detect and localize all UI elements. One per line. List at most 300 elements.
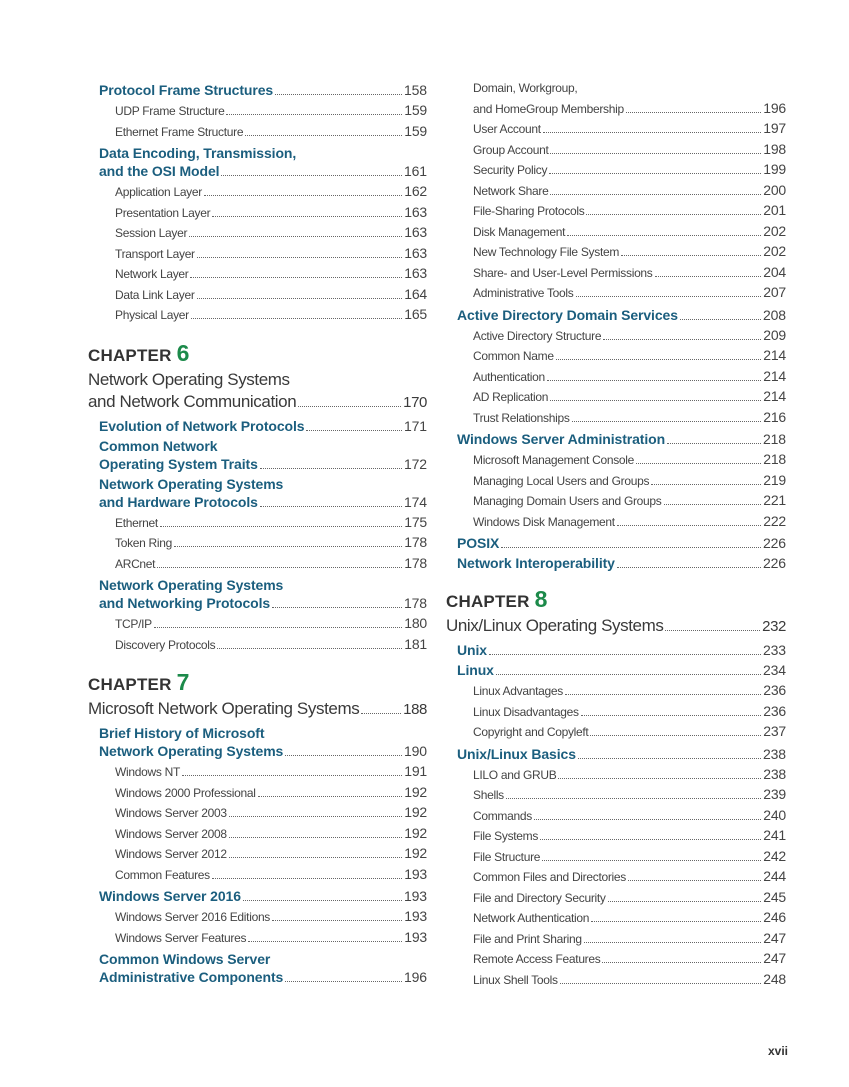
toc-heading[interactable] [88, 724, 427, 760]
dot-leader [651, 484, 761, 485]
dot-leader [212, 216, 402, 217]
entry-title: Windows Server 2008 [115, 826, 227, 841]
page-number-ref: 218 [762, 431, 786, 447]
toc-subentry[interactable] [88, 513, 427, 534]
dot-leader [306, 430, 401, 431]
page-number-ref: 209 [763, 326, 786, 343]
entry-title: LILO and GRUB [473, 767, 557, 782]
toc-subentry[interactable] [88, 762, 427, 783]
page-number-ref: 178 [404, 554, 427, 571]
page-number-ref: 221 [763, 492, 786, 508]
entry-title: Active Directory Domain Services [457, 306, 678, 323]
toc-subentry[interactable] [88, 285, 427, 306]
entry-title: Windows Server Administration [457, 431, 666, 447]
page-number-ref: 245 [763, 888, 786, 905]
dot-leader [204, 195, 402, 196]
entry-title: File and Directory Security [473, 890, 606, 905]
entry-title: Network Operating Systems [99, 577, 284, 593]
chapter-title[interactable] [446, 615, 786, 638]
dot-leader [160, 526, 402, 527]
chapter-number: 8 [534, 586, 548, 612]
dot-leader [212, 878, 402, 879]
chapter-word: CHAPTER [446, 592, 530, 611]
page-number-ref: 159 [404, 102, 427, 118]
page-number-ref: 193 [404, 928, 427, 945]
page-number-ref: 181 [404, 635, 427, 652]
toc-subentry[interactable] [88, 533, 427, 554]
dot-leader [667, 443, 761, 444]
toc-subentry[interactable] [446, 346, 786, 367]
toc-subentry[interactable] [446, 181, 786, 202]
entry-title: Ethernet Frame Structure [115, 124, 244, 139]
toc-subentry[interactable] [88, 783, 427, 804]
toc-column-left [88, 79, 427, 988]
toc-heading[interactable] [446, 534, 786, 552]
page-number-ref: 163 [404, 203, 427, 220]
toc-subentry[interactable] [446, 512, 786, 533]
entry-title: Windows Server 2003 [115, 806, 227, 820]
page-number-ref: 193 [404, 908, 427, 924]
page-number-ref: 192 [404, 824, 427, 841]
entry-title: Unix/Linux Operating Systems [446, 616, 664, 635]
page-number-ref: 202 [763, 243, 786, 259]
page-number-ref: 171 [403, 417, 427, 434]
toc-subentry[interactable] [446, 722, 786, 743]
dot-leader [534, 819, 761, 820]
page-number-ref: 240 [763, 806, 786, 823]
page-number-ref: 196 [403, 969, 427, 985]
entry-title: Common Features [115, 867, 210, 882]
dot-leader [189, 236, 402, 237]
entry-title: Data Link Layer [115, 287, 195, 302]
dot-leader [229, 857, 403, 858]
dot-leader [229, 816, 403, 817]
toc-subentry[interactable] [446, 326, 786, 347]
dot-leader [550, 153, 761, 154]
page-number-ref: 191 [404, 763, 427, 779]
toc-subentry[interactable] [446, 119, 786, 140]
entry-title: Operating System Traits [99, 455, 258, 472]
entry-title: Network Operating Systems [99, 743, 284, 759]
entry-title: and Network Communication [88, 391, 297, 411]
entry-title: Common Windows Server [99, 951, 271, 967]
dot-leader [197, 298, 403, 299]
toc-subentry[interactable] [88, 554, 427, 575]
toc-heading[interactable] [88, 81, 427, 99]
entry-title: Shells [473, 788, 504, 802]
entry-title: POSIX [457, 535, 500, 551]
dot-leader [540, 839, 761, 840]
page-number-ref: 172 [403, 455, 427, 472]
entry-title: and Networking Protocols [99, 595, 271, 611]
dot-leader [565, 694, 761, 695]
page-number-ref: 197 [763, 120, 786, 136]
entry-title: Discovery Protocols [115, 637, 216, 652]
entry-title: Managing Local Users and Groups [473, 473, 650, 488]
toc-subentry[interactable] [446, 140, 786, 161]
dot-leader [572, 421, 762, 422]
entry-title: User Account [473, 122, 541, 136]
toc-subentry[interactable] [88, 844, 427, 865]
entry-title: Presentation Layer [115, 205, 211, 220]
toc-subentry[interactable] [446, 970, 786, 991]
page-number-ref: 188 [403, 701, 427, 718]
entry-title: Ethernet [115, 515, 158, 530]
entry-title: Network Share [473, 183, 549, 198]
toc-subentry[interactable] [446, 867, 786, 888]
toc-subentry[interactable] [446, 387, 786, 408]
page-number-ref: 234 [762, 662, 786, 678]
page-number-ref: 216 [763, 408, 786, 425]
toc-subentry[interactable] [446, 263, 786, 284]
entry-title: Windows Server Features [115, 930, 247, 945]
page-number-ref: 196 [763, 99, 786, 116]
toc-subentry[interactable] [88, 614, 427, 635]
entry-title: Network Operating Systems [99, 475, 284, 492]
toc-subentry[interactable] [88, 182, 427, 203]
page-number-ref: 199 [763, 161, 786, 177]
toc-subentry[interactable] [446, 79, 786, 119]
page-number-ref: 246 [763, 909, 786, 925]
toc-heading[interactable] [88, 887, 427, 905]
page-number-ref: 244 [763, 868, 786, 884]
dot-leader [617, 525, 761, 526]
dot-leader [275, 94, 402, 95]
dot-leader [226, 114, 402, 115]
toc-heading[interactable] [88, 576, 427, 612]
dot-leader [578, 758, 761, 759]
entry-title: File Systems [473, 829, 539, 843]
entry-title: Windows NT [115, 765, 181, 779]
page-number-ref: 170 [403, 393, 427, 411]
page-number-ref: 198 [763, 140, 786, 157]
entry-title: Common Files and Directories [473, 870, 626, 884]
dot-leader [621, 255, 761, 256]
dot-leader [617, 567, 761, 568]
entry-title: and HomeGroup Membership [473, 101, 624, 116]
entry-title: Group Account [473, 142, 549, 157]
dot-leader [157, 567, 402, 568]
toc-subentry[interactable] [446, 826, 786, 847]
toc-subentry[interactable] [88, 122, 427, 143]
toc-heading[interactable] [88, 475, 427, 511]
page-number-ref: 214 [763, 388, 786, 404]
dot-leader [560, 983, 761, 984]
entry-title: Domain, Workgroup, [473, 81, 578, 95]
page-number-ref: 204 [763, 263, 786, 280]
entry-title: Linux Shell Tools [473, 972, 558, 987]
page-number-ref: 242 [763, 847, 786, 864]
entry-title: Linux [457, 662, 494, 678]
page-number-ref: 178 [403, 595, 427, 611]
page-number-ref: 162 [404, 183, 427, 199]
entry-title: Evolution of Network Protocols [99, 417, 305, 434]
dot-leader [550, 400, 761, 401]
entry-title: Brief History of Microsoft [99, 725, 265, 741]
dot-leader [586, 214, 761, 215]
toc-heading[interactable] [446, 430, 786, 448]
page-number-ref: 208 [762, 306, 786, 323]
chapter-label [88, 669, 427, 698]
page-number-ref: 214 [763, 367, 786, 384]
page-number-ref: 218 [763, 451, 786, 467]
dot-leader [285, 981, 402, 982]
page-number-ref: 164 [404, 285, 427, 302]
entry-title: Security Policy [473, 163, 548, 177]
dot-leader [602, 962, 761, 963]
entry-title: Administrative Components [99, 969, 284, 985]
entry-title: Network Operating Systems [88, 369, 290, 389]
toc-subentry[interactable] [446, 450, 786, 471]
toc-subentry[interactable] [446, 847, 786, 868]
entry-title: Remote Access Features [473, 952, 601, 966]
entry-title: Windows Server 2012 [115, 847, 227, 861]
dot-leader [576, 296, 762, 297]
toc-subentry[interactable] [88, 803, 427, 824]
page-number-ref: 192 [404, 804, 427, 820]
dot-leader [506, 798, 761, 799]
dot-leader [501, 547, 761, 548]
entry-title: Managing Domain Users and Groups [473, 494, 662, 508]
entry-title: File-Sharing Protocols [473, 204, 585, 218]
toc-subentry[interactable] [446, 367, 786, 388]
toc-subentry[interactable] [446, 160, 786, 181]
page-number-ref: 233 [762, 642, 786, 658]
dot-leader [680, 319, 761, 320]
entry-title: Linux Advantages [473, 684, 563, 698]
entry-title: Microsoft Management Console [473, 453, 635, 467]
dot-leader [665, 630, 760, 631]
entry-title: Copyright and Copyleft [473, 725, 589, 739]
dot-leader [581, 715, 762, 716]
page-number-ref: 201 [763, 202, 786, 218]
toc-heading[interactable] [88, 144, 427, 180]
toc-heading[interactable] [446, 306, 786, 324]
page-number-ref: 159 [404, 122, 427, 139]
dot-leader [558, 778, 761, 779]
entry-title: ARCnet [115, 556, 156, 571]
page-number-ref: 238 [762, 745, 786, 762]
toc-heading[interactable] [88, 417, 427, 435]
dot-leader [182, 775, 402, 776]
toc-subentry[interactable] [88, 101, 427, 122]
dot-leader [608, 901, 762, 902]
entry-title: Trust Relationships [473, 410, 570, 425]
entry-title: New Technology File System [473, 245, 620, 259]
entry-title: Token Ring [115, 536, 173, 550]
page-number-ref: 248 [763, 970, 786, 987]
chapter-word: CHAPTER [88, 345, 172, 365]
toc-column-right [446, 79, 786, 990]
entry-title: Windows 2000 Professional [115, 785, 256, 800]
dot-leader [174, 546, 402, 547]
chapter-label [446, 586, 786, 615]
toc-subentry[interactable] [88, 264, 427, 285]
dot-leader [258, 796, 403, 797]
dot-leader [664, 504, 762, 505]
dot-leader [298, 406, 401, 407]
dot-leader [591, 921, 761, 922]
toc-subentry[interactable] [446, 702, 786, 723]
dot-leader [655, 276, 762, 277]
toc-subentry[interactable] [446, 201, 786, 222]
toc-heading[interactable] [446, 745, 786, 763]
dot-leader [584, 942, 761, 943]
page-number-ref: 241 [763, 827, 786, 843]
toc-subentry[interactable] [446, 222, 786, 243]
toc-subentry[interactable] [88, 244, 427, 265]
page-number-ref: 214 [763, 347, 786, 363]
entry-title: Microsoft Network Operating Systems [88, 699, 360, 718]
entry-title: Network Layer [115, 267, 189, 281]
entry-title: Linux Disadvantages [473, 704, 579, 719]
entry-title: Commands [473, 808, 532, 823]
chapter-title[interactable] [88, 369, 427, 414]
entry-title: Data Encoding, Transmission, [99, 145, 297, 161]
dot-leader [543, 132, 761, 133]
toc-subentry[interactable] [446, 471, 786, 492]
page-number-ref: 202 [763, 222, 786, 239]
chapter-title[interactable] [88, 698, 427, 721]
dot-leader [549, 173, 761, 174]
dot-leader [154, 627, 402, 628]
page-number-ref: 237 [763, 723, 786, 739]
dot-leader [556, 359, 762, 360]
page-number-ref: 226 [762, 555, 786, 571]
toc-subentry[interactable] [88, 928, 427, 949]
toc-subentry[interactable] [446, 949, 786, 970]
page-number-ref: 219 [763, 471, 786, 488]
dot-leader [542, 860, 761, 861]
page-number-ref: 236 [763, 682, 786, 698]
page-number-ref: 163 [404, 265, 427, 281]
entry-title: Network Authentication [473, 911, 590, 925]
page-number-ref: 174 [403, 493, 427, 510]
toc-subentry[interactable] [446, 785, 786, 806]
entry-title: Windows Server 2016 Editions [115, 910, 271, 924]
page-number-ref: 192 [404, 845, 427, 861]
toc-subentry[interactable] [446, 929, 786, 950]
toc-subentry[interactable] [446, 491, 786, 512]
page-number-ref: 200 [763, 181, 786, 198]
entry-title: Windows Server 2016 [99, 888, 241, 904]
toc-heading[interactable] [88, 950, 427, 986]
entry-title: and the OSI Model [99, 163, 220, 179]
toc-subentry[interactable] [446, 242, 786, 263]
entry-title: Common Network [99, 437, 218, 454]
page-number-ref: 193 [403, 888, 427, 904]
page-number-ref: 175 [404, 513, 427, 530]
toc-subentry[interactable] [446, 681, 786, 702]
page-number-ref: 222 [763, 512, 786, 529]
toc-subentry[interactable] [88, 824, 427, 845]
dot-leader [260, 468, 402, 469]
chapter-word: CHAPTER [88, 675, 172, 694]
entry-title: Administrative Tools [473, 286, 574, 300]
toc-subentry[interactable] [88, 635, 427, 656]
entry-title: UDP Frame Structure [115, 104, 225, 118]
dot-leader [496, 674, 761, 675]
entry-title: Unix [457, 642, 487, 658]
entry-title: Disk Management [473, 224, 566, 239]
entry-title: Windows Disk Management [473, 514, 615, 529]
page-number-ref: 247 [763, 950, 786, 966]
toc-subentry[interactable] [88, 223, 427, 244]
toc-subentry[interactable] [446, 765, 786, 786]
page-number-ref: 163 [404, 224, 427, 240]
page-number-ref: 165 [404, 306, 427, 322]
page-number-ref: 247 [763, 929, 786, 946]
dot-leader [272, 920, 402, 921]
toc-heading[interactable] [446, 661, 786, 679]
page-number-ref: 178 [404, 534, 427, 550]
chapter-number: 6 [176, 339, 190, 366]
dot-leader [285, 755, 402, 756]
dot-leader [217, 648, 402, 649]
entry-title: Application Layer [115, 185, 202, 199]
entry-title: and Hardware Protocols [99, 493, 258, 510]
dot-leader [626, 112, 761, 113]
dot-leader [229, 837, 403, 838]
entry-title: Physical Layer [115, 308, 189, 322]
dot-leader [245, 135, 402, 136]
page-number-ref: 192 [404, 783, 427, 800]
page-number-ref: 180 [404, 615, 427, 631]
dot-leader [603, 339, 761, 340]
page-number-ref: 190 [403, 743, 427, 759]
dot-leader [590, 735, 761, 736]
page-number-ref: 226 [762, 535, 786, 551]
chapter-label [88, 340, 427, 369]
entry-title: File Structure [473, 849, 541, 864]
dot-leader [260, 506, 402, 507]
dot-leader [567, 235, 761, 236]
page-number: xvii [768, 1044, 789, 1058]
entry-title: Protocol Frame Structures [99, 82, 274, 98]
toc-subentry[interactable] [446, 908, 786, 929]
entry-title: Transport Layer [115, 246, 195, 261]
toc-subentry[interactable] [88, 305, 427, 326]
toc-subentry[interactable] [446, 408, 786, 429]
entry-title: Unix/Linux Basics [457, 745, 576, 762]
dot-leader [248, 941, 402, 942]
toc-heading[interactable] [446, 641, 786, 659]
dot-leader [197, 257, 402, 258]
dot-leader [628, 880, 761, 881]
dot-leader [272, 607, 402, 608]
dot-leader [547, 380, 761, 381]
toc-subentry[interactable] [88, 865, 427, 886]
dot-leader [489, 654, 761, 655]
entry-title: Common Name [473, 349, 554, 363]
toc-subentry[interactable] [88, 907, 427, 928]
dot-leader [221, 175, 402, 176]
toc-subentry[interactable] [88, 203, 427, 224]
toc-heading[interactable] [446, 554, 786, 572]
dot-leader [243, 900, 402, 901]
dot-leader [636, 463, 761, 464]
entry-title: Authentication [473, 369, 545, 384]
toc-heading[interactable] [88, 437, 427, 473]
dot-leader [190, 277, 402, 278]
entry-title: Active Directory Structure [473, 328, 602, 343]
toc-subentry[interactable] [446, 283, 786, 304]
toc-subentry[interactable] [446, 888, 786, 909]
toc-subentry[interactable] [446, 806, 786, 827]
dot-leader [191, 318, 402, 319]
chapter-number: 7 [176, 669, 190, 695]
page-number-ref: 161 [403, 163, 427, 179]
